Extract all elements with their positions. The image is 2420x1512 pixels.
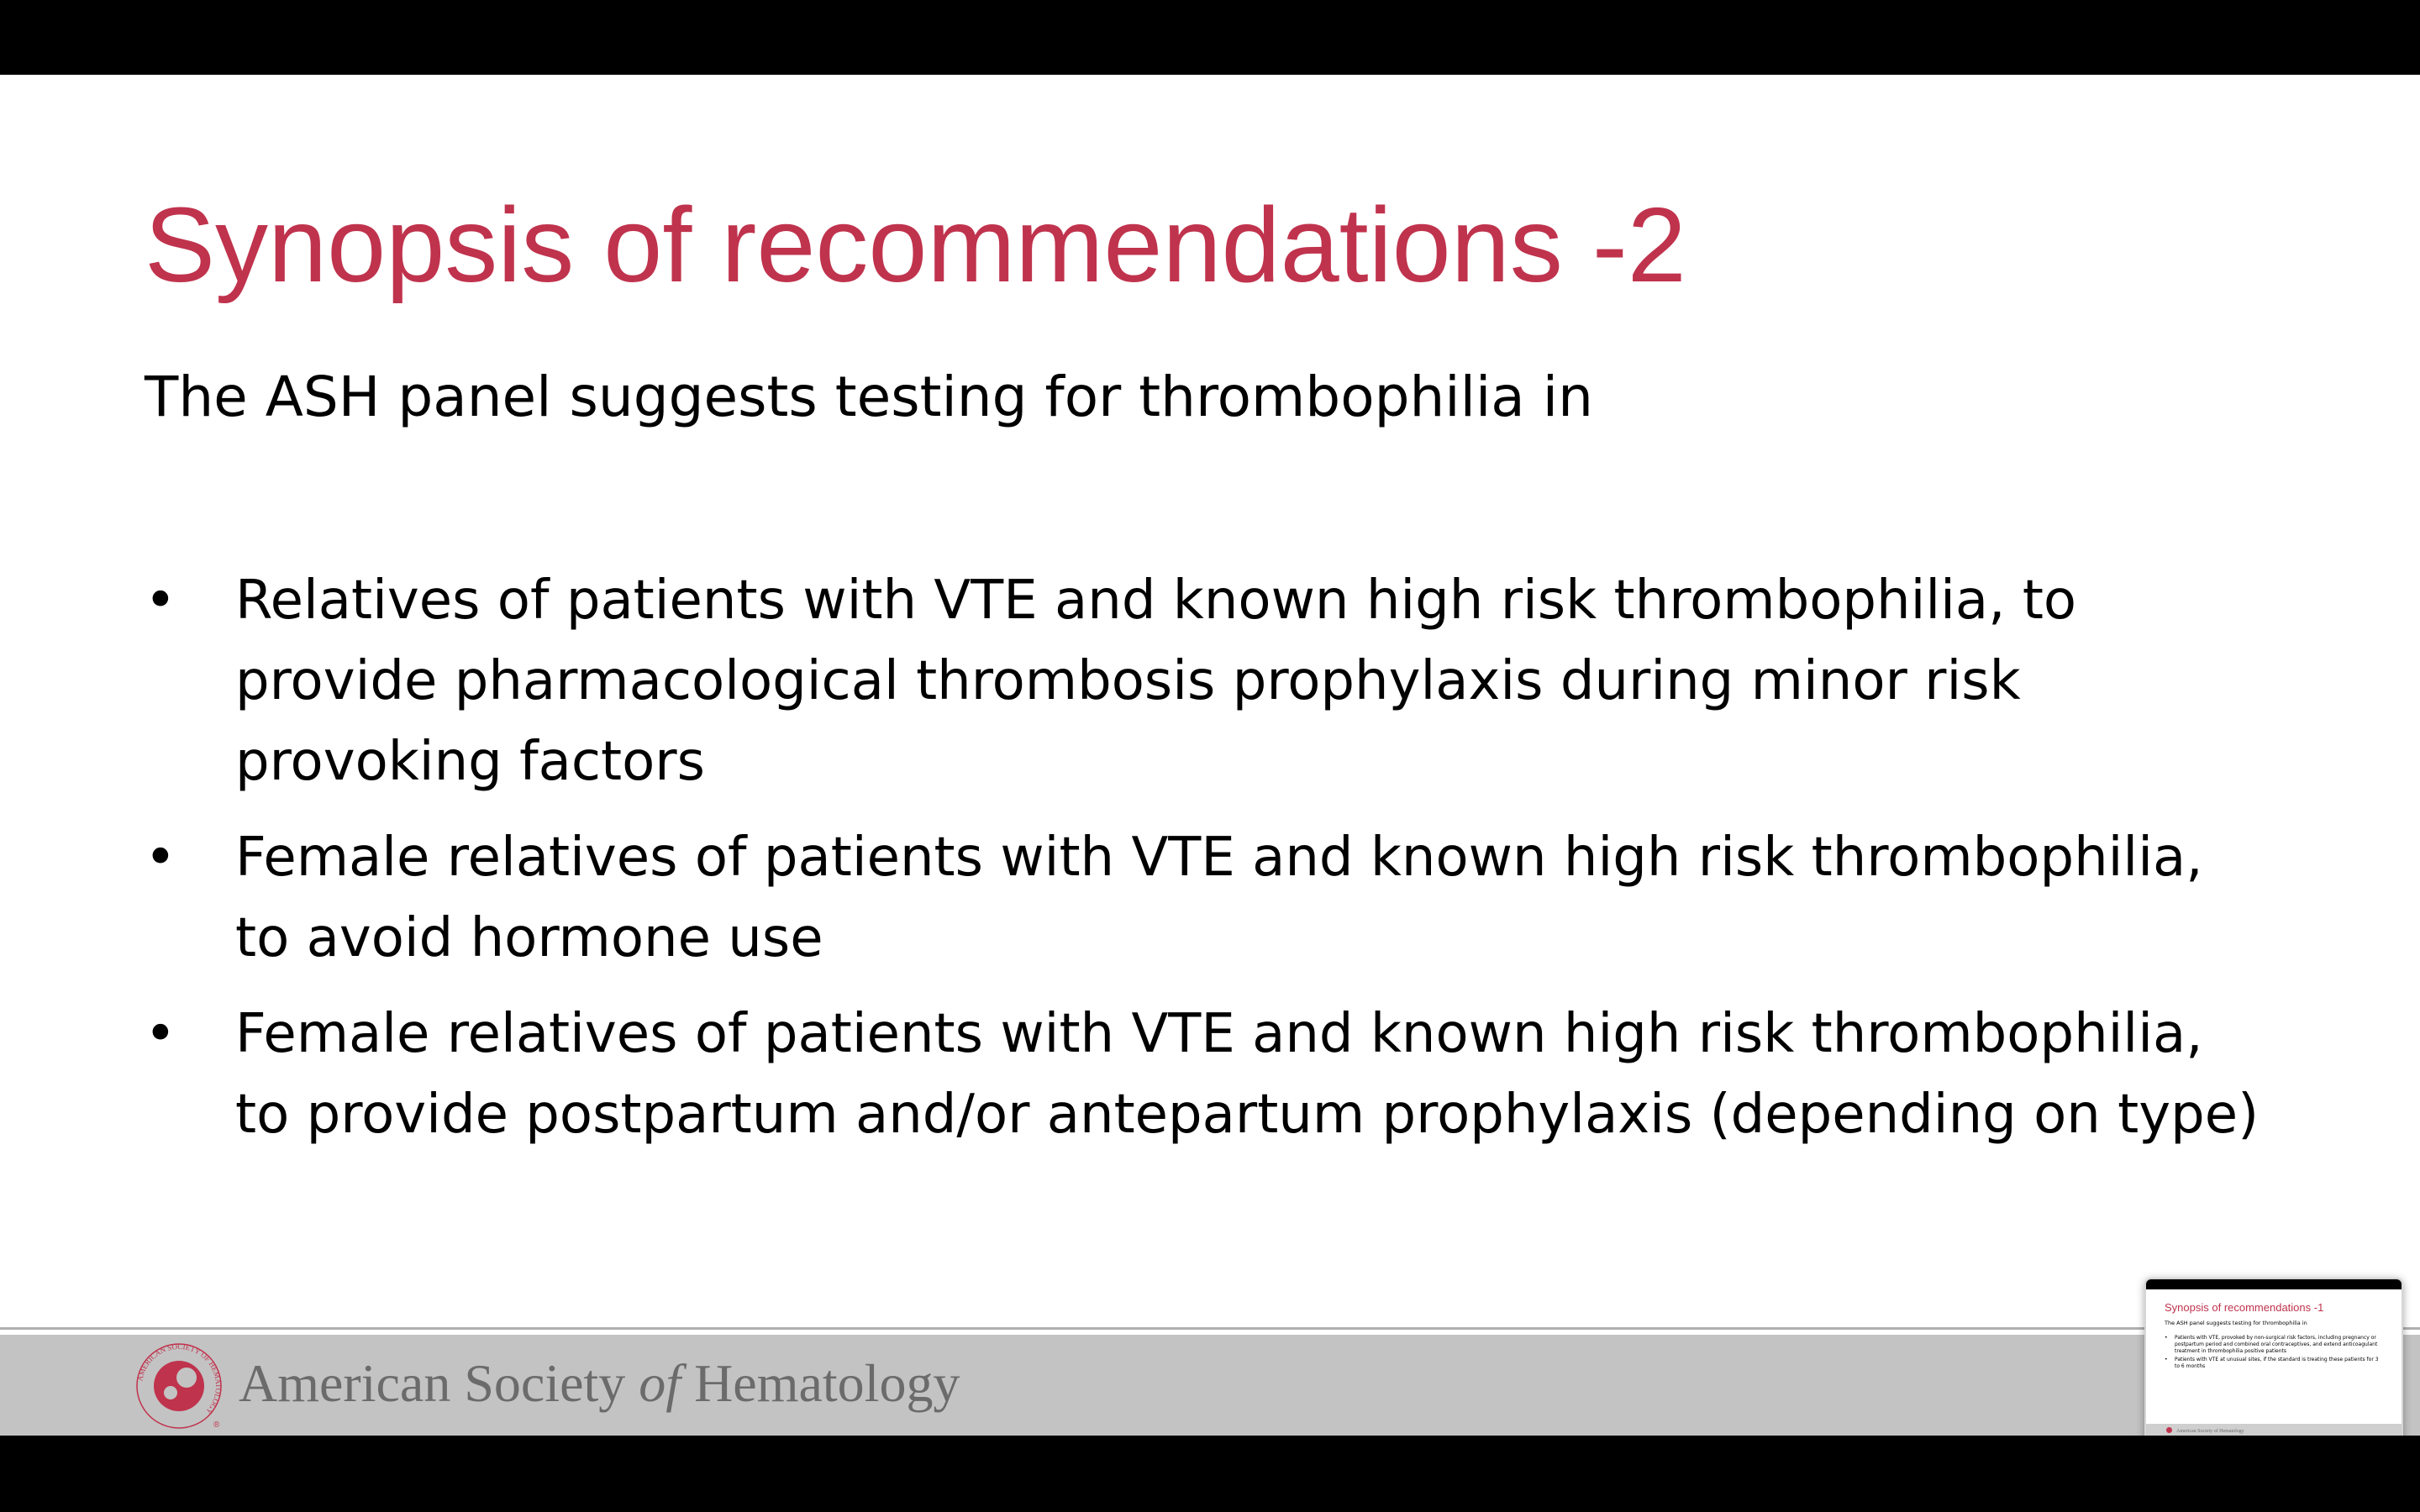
thumbnail-org-name: American Society of Hematology [2176,1429,2244,1434]
organization-name: American Society of Hematology [239,1353,960,1413]
recommendation-list [145,560,2270,1170]
list-item-text: Female relatives of patients with VTE and known high risk thrombophilia, to avoid hormone use [235,827,2203,969]
thumbnail-logo-icon [2166,1427,2172,1433]
presentation-slide [0,75,2420,1436]
list-item [145,994,2270,1155]
letterbox-top [0,0,2420,75]
thumbnail-list [2165,1335,2385,1372]
list-item-text: Relatives of patients with VTE and known high risk thrombophilia, to provide pharmacological thrombosis prophylaxis during minor risk provoking factors [235,570,2077,793]
thumbnail-letterbox [2146,1279,2402,1289]
slide-title: Synopsis of recommendations -2 [145,186,1686,304]
list-item-text: Female relatives of patients with VTE and known high risk thrombophilia, to provide postpartum and/or antepartum prophylaxis (depending on type) [235,1003,2260,1146]
slide-intro-text: The ASH panel suggests testing for thrombophilia in [145,365,1593,429]
ash-logo-icon [133,1340,225,1432]
thumbnail-title: Synopsis of recommendations -1 [2165,1301,2324,1314]
list-item [145,560,2270,802]
thumbnail-list-item: • Patients with VTE at unusual sites, if the standard is treating these patients for 3 to 6 months [2165,1357,2379,1369]
svg-text:AMERICAN SOCIETY OF HEMATOLOGY: AMERICAN SOCIETY OF HEMATOLOGY [135,1341,224,1416]
slide-thumbnail-preview[interactable] [2144,1278,2403,1436]
thumbnail-intro: The ASH panel suggests testing for thrombophilia in [2165,1320,2307,1326]
bullet-icon: • [145,570,176,632]
letterbox-bottom [0,1436,2420,1512]
bullet-icon: • [145,827,176,889]
bullet-icon: • [145,1003,176,1065]
footer-divider [0,1327,2420,1330]
list-item [145,817,2270,979]
slide-footer [0,1335,2420,1436]
thumbnail-list-item: • Patients with VTE, provoked by non-surgical risk factors, including pregnancy or postpartum period and combined oral contraceptives, and extend anticoagulant treatment in thrombophilia positive patients [2165,1335,2378,1354]
svg-text:®: ® [213,1420,220,1430]
